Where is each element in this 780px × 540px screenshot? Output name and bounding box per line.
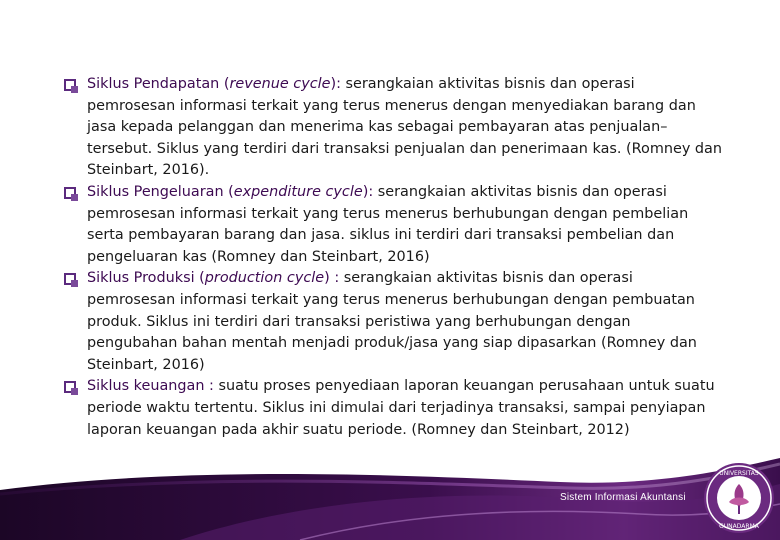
item-description: serangkaian aktivitas bisnis dan operasi pemrosesan informasi terkait yang terus menerus berhubungan dengan pembelian serta pembayaran barang dan jasa. siklus ini terdiri dari transaksi pembelian dan pengeluaran kas (Romney dan Steinbart, 2016): [87, 183, 689, 265]
term-label: Siklus keuangan :: [87, 378, 214, 395]
logo-text-top: UNIVERSITAS: [719, 470, 759, 477]
term-label: Siklus Pendapatan (revenue cycle):: [87, 76, 341, 92]
term-label: Siklus Pengeluaran (expenditure cycle):: [87, 183, 374, 200]
checkbox-bullet-icon: [64, 381, 76, 393]
item-description: suatu proses penyediaan laporan keuangan perusahaan untuk suatu periode waktu tertentu. Siklus ini dimulai dari terjadinya transaksi, sampai penyiapan laporan keuangan pada akhir suatu periode. (Romney dan Steinbart, 2012): [87, 378, 715, 438]
term-label: Siklus Produksi (production cycle) :: [87, 270, 340, 287]
item-description: serangkaian aktivitas bisnis dan operasi pemrosesan informasi terkait yang terus menerus berhubungan dengan pembuatan produk. Siklus ini terdiri dari transaksi peristiwa yang berhubungan dengan pengubahan bahan mentah menjadi produk/jasa yang siap dipasarkan (Romney dan Steinbart, 2016): [87, 270, 697, 373]
course-title: Sistem Informasi Akuntansi: [560, 492, 686, 503]
university-logo-icon: [703, 462, 775, 534]
logo-text-bottom: GUNADARMA: [719, 523, 759, 530]
item-description: serangkaian aktivitas bisnis dan operasi pemrosesan informasi terkait yang terus menerus dengan menyediakan barang dan jasa kepada pelanggan dan menerima kas sebagai pembayaran atas penjualan–tersebut. Siklus yang terdiri dari transaksi penjualan dan penerimaan kas. (Romney dan Steinbart, 2016).: [87, 76, 722, 179]
checkbox-bullet-icon: [64, 79, 76, 91]
list-item-expenditure-cycle: [64, 182, 724, 268]
checkbox-bullet-icon: [64, 273, 76, 285]
list-item-financial-cycle: [64, 376, 724, 441]
bullet-list: [64, 74, 724, 441]
list-item-revenue-cycle: [64, 74, 724, 182]
list-item-production-cycle: [64, 268, 724, 376]
checkbox-bullet-icon: [64, 187, 76, 199]
